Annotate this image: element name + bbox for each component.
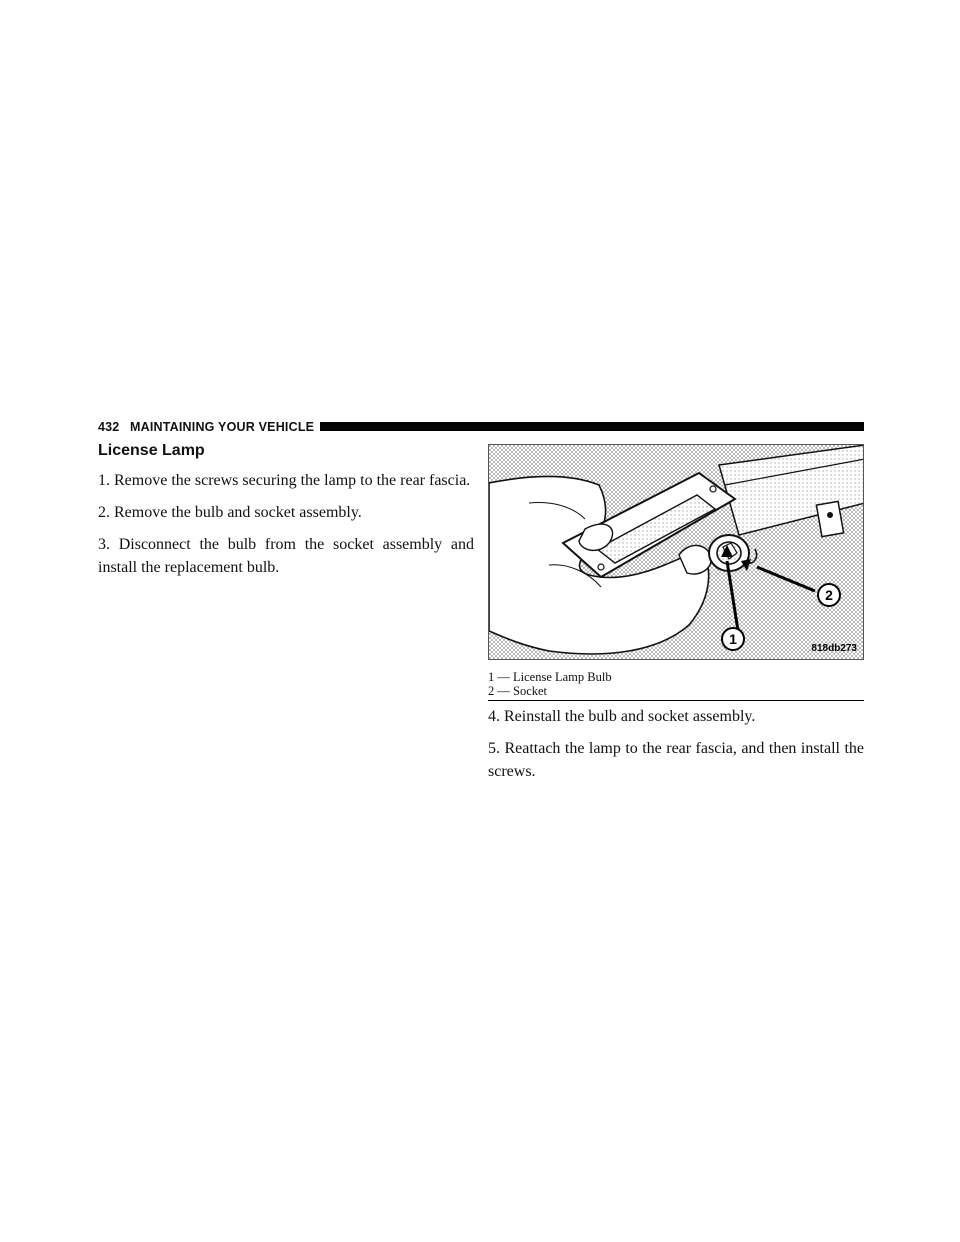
figure-captions: [488, 670, 864, 701]
callout-2: 2: [825, 587, 833, 603]
illustration-drawing: [489, 445, 864, 660]
figure-code: 818db273: [811, 643, 857, 654]
page-number: 432: [98, 420, 120, 434]
section-title: License Lamp: [98, 442, 205, 459]
license-lamp-illustration: [488, 444, 864, 660]
step-5: 5. Reattach the lamp to the rear fascia, and then install the screws.: [488, 740, 864, 780]
callout-1: 1: [729, 631, 737, 647]
caption-1: 1 — License Lamp Bulb: [488, 670, 612, 684]
header-rule: [320, 422, 864, 431]
step-4: 4. Reinstall the bulb and socket assembly.: [488, 708, 756, 725]
section-name: MAINTAINING YOUR VEHICLE: [130, 420, 315, 434]
step-3: 3. Disconnect the bulb from the socket assembly and install the replacement bulb.: [98, 536, 474, 576]
step-1: 1. Remove the screws securing the lamp to the rear fascia.: [98, 472, 471, 489]
left-column: [98, 469, 474, 588]
right-column: [488, 705, 864, 792]
caption-2: 2 — Socket: [488, 684, 548, 698]
page-header: [98, 418, 864, 436]
step-2: 2. Remove the bulb and socket assembly.: [98, 504, 362, 521]
